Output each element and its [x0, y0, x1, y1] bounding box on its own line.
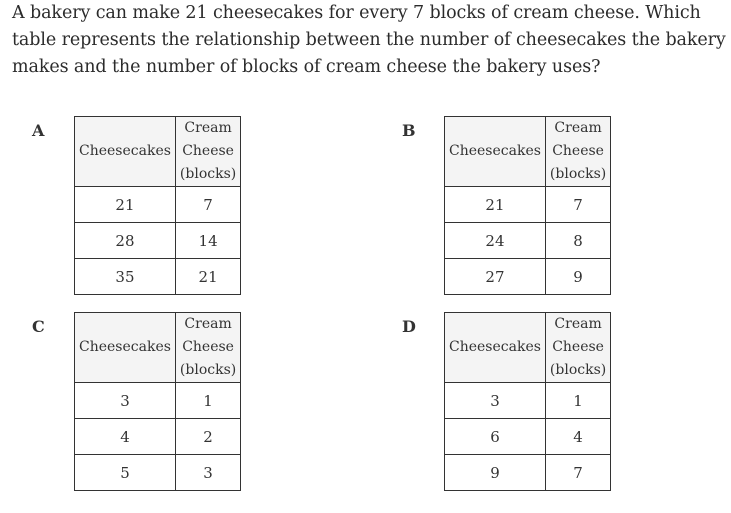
cell-cheesecakes: 35: [75, 259, 176, 295]
table-row: [75, 383, 241, 419]
table-row: [75, 259, 241, 295]
cell-cream-cheese: 1: [545, 383, 610, 419]
table-row: [75, 455, 241, 491]
cell-cream-cheese: 3: [175, 455, 240, 491]
cell-cheesecakes: 4: [75, 419, 176, 455]
header-blocks-label: (blocks): [179, 362, 237, 378]
cell-cream-cheese: 8: [545, 223, 610, 259]
cell-cheesecakes: 3: [445, 383, 546, 419]
cell-cheesecakes: 5: [75, 455, 176, 491]
header-cream-cheese: [175, 117, 240, 187]
table-header-row: [445, 313, 611, 383]
table-row: [75, 223, 241, 259]
header-cheesecakes: Cheesecakes: [75, 313, 176, 383]
option-table: [74, 116, 241, 295]
header-blocks-label: (blocks): [549, 166, 607, 182]
cell-cheesecakes: 9: [445, 455, 546, 491]
cell-cheesecakes: 3: [75, 383, 176, 419]
table-row: [445, 223, 611, 259]
table-row: [75, 187, 241, 223]
option-table: [74, 312, 241, 491]
cell-cream-cheese: 7: [545, 187, 610, 223]
header-cheesecakes: Cheesecakes: [445, 313, 546, 383]
option-letter: A: [32, 121, 45, 140]
table-row: [445, 187, 611, 223]
option-table: [444, 116, 611, 295]
cell-cream-cheese: 7: [175, 187, 240, 223]
cell-cheesecakes: 28: [75, 223, 176, 259]
table-row: [445, 383, 611, 419]
table-header-row: [445, 117, 611, 187]
header-cheesecakes: Cheesecakes: [445, 117, 546, 187]
header-cream-cheese-label: Cream Cheese: [552, 316, 604, 355]
header-blocks-label: (blocks): [179, 166, 237, 182]
header-cream-cheese-label: Cream Cheese: [182, 316, 234, 355]
cell-cream-cheese: 21: [175, 259, 240, 295]
cell-cream-cheese: 2: [175, 419, 240, 455]
table-header-row: [75, 313, 241, 383]
table-row: [445, 419, 611, 455]
table-row: [445, 259, 611, 295]
cell-cheesecakes: 6: [445, 419, 546, 455]
cell-cheesecakes: 21: [445, 187, 546, 223]
header-cream-cheese: [175, 313, 240, 383]
question-text: A bakery can make 21 cheesecakes for every 7 blocks of cream cheese. Which table represents the relationship between the number of cheesecakes the bakery makes and the number of blocks of cream cheese the bakery uses?: [12, 3, 726, 77]
cell-cheesecakes: 21: [75, 187, 176, 223]
cell-cream-cheese: 14: [175, 223, 240, 259]
header-cream-cheese: [545, 313, 610, 383]
cell-cream-cheese: 9: [545, 259, 610, 295]
option-letter: C: [32, 317, 45, 336]
cell-cheesecakes: 24: [445, 223, 546, 259]
header-cream-cheese-label: Cream Cheese: [182, 120, 234, 159]
header-cream-cheese-label: Cream Cheese: [552, 120, 604, 159]
header-cheesecakes: Cheesecakes: [75, 117, 176, 187]
table-row: [445, 455, 611, 491]
header-blocks-label: (blocks): [549, 362, 607, 378]
cell-cream-cheese: 1: [175, 383, 240, 419]
option-letter: B: [402, 121, 416, 140]
table-header-row: [75, 117, 241, 187]
cell-cream-cheese: 7: [545, 455, 610, 491]
table-row: [75, 419, 241, 455]
option-letter: D: [402, 317, 416, 336]
cell-cream-cheese: 4: [545, 419, 610, 455]
header-cream-cheese: [545, 117, 610, 187]
option-table: [444, 312, 611, 491]
cell-cheesecakes: 27: [445, 259, 546, 295]
